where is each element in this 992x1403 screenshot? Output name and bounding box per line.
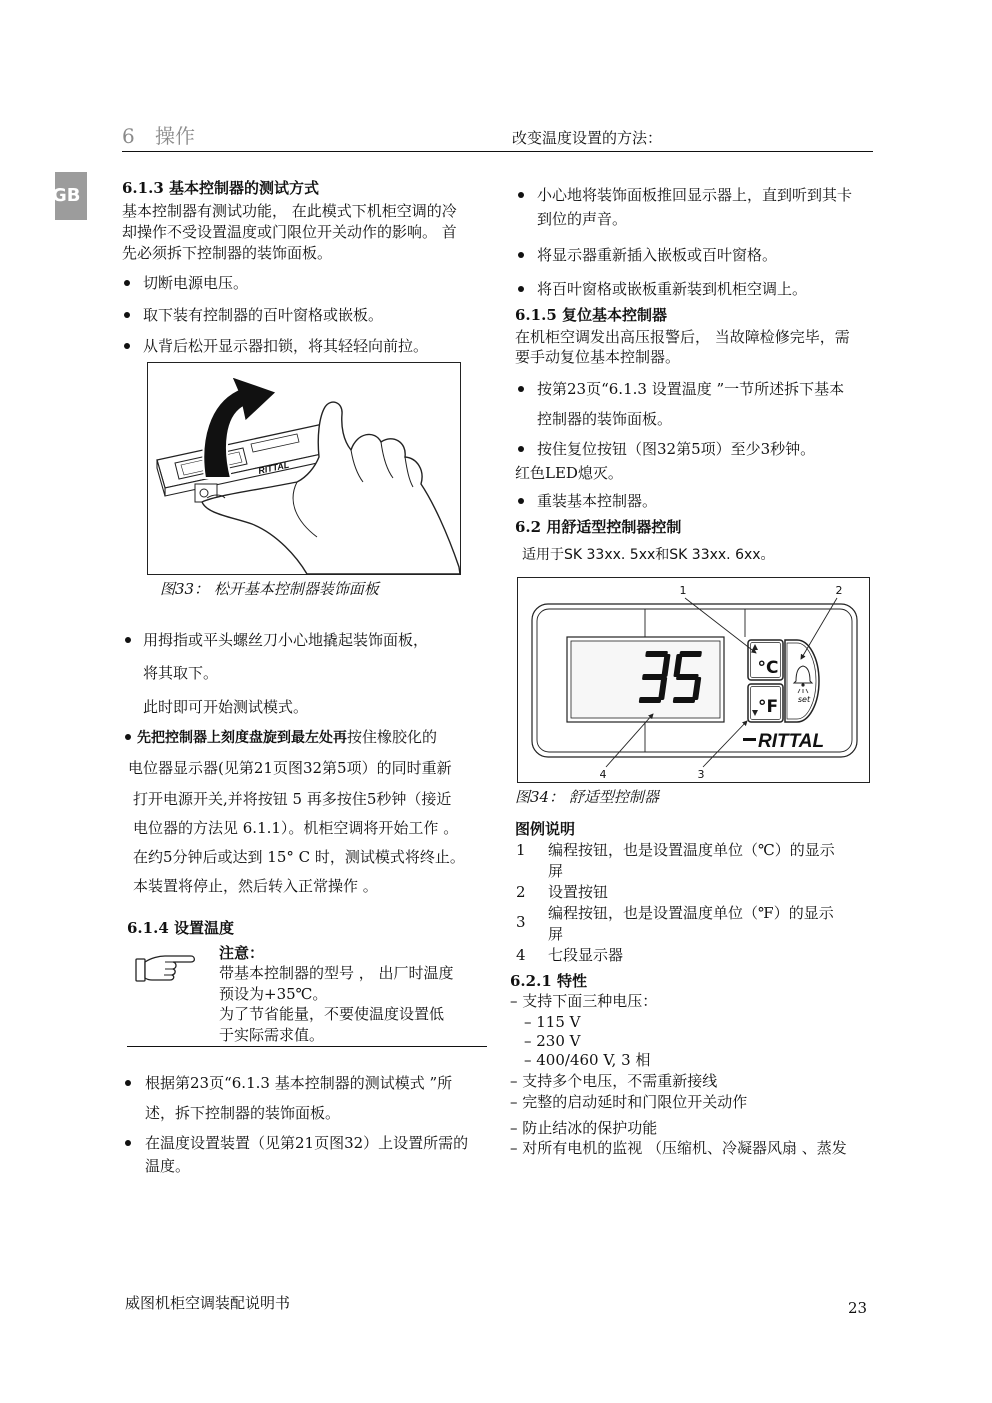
chapter-title: 操作 [155,124,195,148]
bullet-dot [125,1140,131,1146]
section-6-2-1-heading: 6.2.1 特性 [510,972,587,990]
bullet-text: 用拇指或平头螺丝刀小心地撬起装饰面板， [143,631,429,649]
note-line: 为了节省能量，不要使温度设置低 [219,1005,445,1023]
bullet-dot [125,1080,131,1086]
legend-number: 3 [516,913,526,931]
figure-34-illustration [517,577,870,783]
bullet-dot [518,498,524,504]
bullet-text: 取下装有控制器的百叶窗格或嵌板。 [143,306,384,324]
legend-number: 1 [516,841,526,859]
led-note: 红色LED熄灭。 [515,464,623,482]
bullet-dot [518,252,524,258]
bullet-dot [125,734,131,740]
bullet-dot [125,637,131,643]
bullet-text: 从背后松开显示器扣锁，将其轻轻向前拉。 [143,337,429,355]
feature-item: – 115 V [524,1013,581,1031]
chapter-number: 6 [122,124,135,148]
paragraph-line: 基本控制器有测试功能， 在此模式下机柜空调的冷 [122,202,457,220]
bullet-text: 按第23页“6.1.3 设置温度 ”一节所述拆下基本 [537,380,845,398]
pointing-hand-icon [135,948,197,988]
feature-item: – 230 V [524,1032,581,1050]
applies-to-text: 适用于SK 33xx. 5xx和SK 33xx. 6xx。 [522,547,775,563]
footer-document-title: 威图机柜空调装配说明书 [125,1294,291,1312]
celsius-label: °C [757,658,779,678]
legend-text: 设置按钮 [548,883,609,901]
bullet-text: 控制器的装饰面板。 [537,410,673,428]
set-label: set [797,695,811,704]
bullet-dot [124,312,130,318]
rittal-logo-text: RITTAL [758,731,825,752]
legend-text: 七段显示器 [548,946,624,964]
note-line: 带基本控制器的型号 ， 出厂时温度 [219,964,454,982]
note-line: 预设为+35℃。 [219,985,328,1003]
seven-segment-d [639,697,662,703]
bullet-dot [124,343,130,349]
bullet-text: 在温度设置装置（见第21页图32）上设置所需的 [145,1134,469,1152]
figure-33-illustration [147,362,461,575]
feature-item: – 防止结冰的保护功能 [510,1119,658,1137]
header-rule [122,151,873,152]
paragraph-line: 在机柜空调发出高压报警后， 当故障检修完毕，需 [515,328,850,346]
seven-segment-d [673,697,696,703]
bullet-regular-text: 按住橡胶化的 [347,728,438,746]
note-rule [127,1046,487,1047]
legend-number: 2 [516,883,526,901]
callout-4: 4 [599,768,607,781]
bullet-text: 温度。 [145,1157,191,1175]
bullet-dot [518,192,524,198]
feature-item: – 对所有电机的监视 （压缩机、冷凝器风扇 、蒸发 [510,1139,847,1157]
section-6-1-3-heading: 6.1.3 基本控制器的测试方式 [122,179,319,197]
bullet-text: 在约5分钟后或达到 15° C 时，测试模式将终止。 [133,848,465,866]
section-6-1-5-heading: 6.1.5 复位基本控制器 [515,306,667,324]
figure-34 [517,577,870,783]
feature-item: – 支持多个电压，不需重新接线 [510,1072,718,1090]
seven-segment-a [679,651,702,657]
bullet-text: 将显示器重新插入嵌板或百叶窗格。 [537,246,778,264]
language-tab [52,172,87,220]
bullet-text: 根据第23页“6.1.3 基本控制器的测试模式 ”所 [145,1074,453,1092]
feature-item: – 完整的启动延时和门限位开关动作 [510,1093,748,1111]
figure-34-caption: 图34： 舒适型控制器 [515,788,659,806]
legend-text: 编程按钮，也是设置温度单位（℃）的显示 [548,841,835,859]
bullet-text: 按住复位按钮（图32第5项）至少3秒钟。 [537,440,816,458]
fahrenheit-label: °F [757,697,779,717]
bullet-text: 重装基本控制器。 [537,492,658,510]
note-line: 于实际需求值。 [219,1026,325,1044]
note-title: 注意： [219,944,265,962]
note-hand [135,948,197,988]
callout-3: 3 [697,768,705,781]
bullet-text: 本装置将停止，然后转入正常操作 。 [133,877,378,895]
bullet-text: 电位器显示器(见第21页图32第5项）的同时重新 [128,759,452,777]
section-6-2-heading: 6.2 用舒适型控制器控制 [515,518,682,536]
bullet-text [137,727,437,748]
bullet-dot [518,286,524,292]
callout-1: 1 [679,584,687,597]
legend-number: 4 [516,946,526,964]
bullet-text: 将百叶窗格或嵌板重新装到机柜空调上。 [537,280,808,298]
legend-text: 屏 [548,862,564,880]
bullet-text: 小心地将装饰面板推回显示器上，直到听到其卡 [537,186,853,204]
legend-text: 屏 [548,925,564,943]
bullet-text: 打开电源开关,并将按钮 5 再多按住5秒钟（接近 [133,790,452,808]
legend-title: 图例说明 [515,820,576,838]
section-6-1-4-heading: 6.1.4 设置温度 [127,919,234,937]
paragraph-line: 却操作不受设置温度或门限位开关动作的影响。 首 [122,223,457,241]
callout-2: 2 [835,584,843,597]
feature-item: – 400/460 V, 3 相 [524,1051,651,1069]
bullet-dot [124,280,130,286]
feature-item: – 支持下面三种电压： [510,992,658,1010]
bullet-text: 切断电源电压。 [143,274,249,292]
bullet-text: 述，拆下控制器的装饰面板。 [145,1104,341,1122]
device-logo: RITTAL [257,459,291,476]
bullet-text: 将其取下。 [143,664,219,682]
seven-segment-display [567,637,724,722]
page-number: 23 [848,1299,868,1317]
fahrenheit-button [748,684,783,722]
bullet-text: 电位器的方法见 6.1.1）。机柜空调将开始工作 。 [133,819,459,837]
figure-33 [147,362,461,575]
bullet-dot [518,446,524,452]
celsius-button [748,640,783,680]
bullet-dot [518,386,524,392]
header-right-title: 改变温度设置的方法： [512,129,663,147]
legend-text: 编程按钮，也是设置温度单位（℉）的显示 [548,904,834,922]
bullet-bold-text: 先把控制器上刻度盘旋到最左处再 [137,730,347,746]
paragraph-line: 先必须拆下控制器的装饰面板。 [122,244,333,262]
language-tab-label: GB [52,185,81,206]
paragraph-line: 要手动复位基本控制器。 [515,348,681,366]
figure-33-caption: 图33： 松开基本控制器装饰面板 [160,580,379,598]
bullet-text: 此时即可开始测试模式。 [143,698,309,716]
bullet-text: 到位的声音。 [537,210,628,228]
